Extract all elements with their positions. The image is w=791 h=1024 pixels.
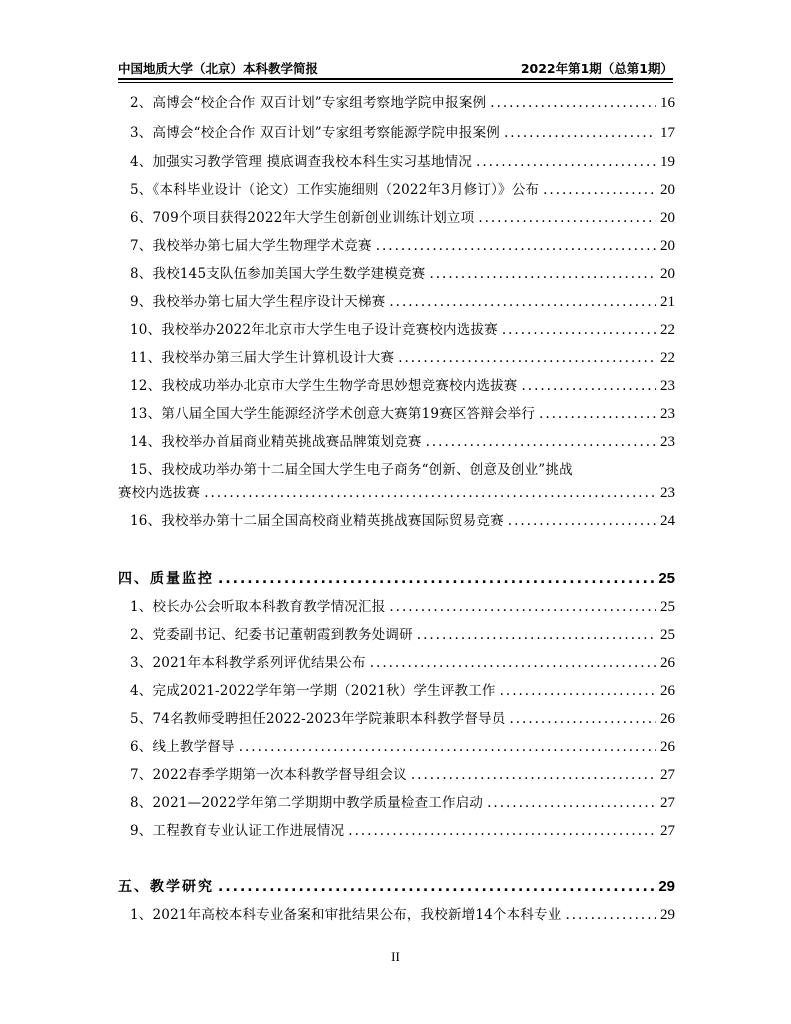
toc-entry[interactable] — [118, 321, 675, 339]
dot-leader — [478, 209, 656, 227]
section-page: 29 — [658, 878, 675, 895]
dot-leader — [376, 237, 656, 255]
toc-entry-page: 23 — [660, 378, 675, 394]
toc-entry-page: 26 — [660, 655, 675, 671]
dot-leader — [204, 484, 656, 502]
toc-entry[interactable] — [118, 710, 675, 728]
toc-entry-title: 4、加强实习教学管理 摸底调查我校本科生实习基地情况 — [130, 154, 473, 170]
toc-entry[interactable] — [118, 405, 675, 423]
toc-entry-page: 25 — [660, 599, 675, 615]
header-rule-thin — [118, 82, 673, 83]
toc-entry-page: 20 — [660, 210, 675, 226]
toc-entry-title: 13、第八届全国大学生能源经济学术创意大赛第19赛区答辩会举行 — [130, 406, 536, 422]
toc-entry-title: 2、高博会“校企合作 双百计划”专家组考察地学院申报案例 — [130, 95, 487, 111]
toc-entry-title: 3、2021年本科教学系列评优结果公布 — [130, 655, 366, 671]
dot-leader — [500, 682, 656, 700]
toc-entry-title: 2、党委副书记、纪委书记董朝霞到教务处调研 — [130, 627, 413, 643]
dot-leader — [218, 570, 654, 588]
toc-entry[interactable] — [118, 794, 675, 812]
toc-entry-title: 12、我校成功举办北京市大学生生物学奇思妙想竞赛校内选拔赛 — [130, 378, 518, 394]
toc-entry-title-line2: 赛校内选拔赛 — [118, 485, 201, 501]
dot-leader — [508, 512, 656, 530]
dot-leader — [504, 124, 656, 142]
dot-leader — [539, 405, 656, 423]
toc-entry-page: 20 — [660, 182, 675, 198]
dot-leader — [509, 710, 656, 728]
toc-entry-page: 23 — [660, 485, 675, 501]
toc-entry-page: 27 — [660, 823, 675, 839]
dot-leader — [389, 293, 656, 311]
toc-entry-title: 1、校长办公会听取本科教育教学情况汇报 — [130, 599, 386, 615]
toc-entry[interactable] — [118, 598, 675, 616]
toc-entry[interactable] — [118, 153, 675, 171]
toc-entry-title: 8、2021—2022学年第二学期期中教学质量检查工作启动 — [130, 795, 484, 811]
dot-leader — [565, 906, 656, 924]
toc-entry-title: 11、我校举办第三届大学生计算机设计大赛 — [130, 350, 395, 366]
toc-entry-page: 23 — [660, 406, 675, 422]
section-page: 25 — [658, 570, 675, 587]
toc-entry-title: 10、我校举办2022年北京市大学生电子设计竞赛校内选拔赛 — [130, 322, 498, 338]
toc-entry[interactable] — [118, 682, 675, 700]
dot-leader — [348, 822, 656, 840]
toc-entry-title: 4、完成2021-2022学年第一学期（2021秋）学生评教工作 — [130, 683, 496, 699]
toc-entry-page: 16 — [660, 95, 675, 111]
dot-leader — [543, 181, 656, 199]
toc-entry-title: 14、我校举办首届商业精英挑战赛品牌策划竞赛 — [130, 434, 422, 450]
toc-entry[interactable] — [118, 265, 675, 283]
toc-entry-page: 22 — [660, 350, 675, 366]
toc-entry-title: 7、2022春季学期第一次本科教学督导组会议 — [130, 767, 407, 783]
dot-leader — [521, 377, 656, 395]
toc-entry-page: 17 — [660, 125, 675, 141]
dot-leader — [487, 794, 656, 812]
toc-entry-title: 9、我校举办第七届大学生程序设计天梯赛 — [130, 294, 386, 310]
toc-entry-title: 5、74名教师受聘担任2022-2023年学院兼职本科教学督导员 — [130, 711, 506, 727]
toc-entry[interactable] — [118, 484, 675, 502]
toc-entry[interactable] — [118, 766, 675, 784]
toc-entry-title-line1[interactable]: 15、我校成功举办第十二届全国大学生电子商务“创新、创意及创业”挑战 — [130, 462, 573, 478]
page-header — [118, 55, 673, 77]
toc-entry[interactable] — [118, 512, 675, 530]
dot-leader — [370, 654, 656, 672]
toc-entry[interactable] — [118, 654, 675, 672]
toc-entry-title: 9、工程教育专业认证工作进展情况 — [130, 823, 345, 839]
dot-leader — [426, 433, 656, 451]
toc-entry-page: 23 — [660, 434, 675, 450]
dot-leader — [476, 153, 656, 171]
dot-leader — [502, 321, 656, 339]
toc-section-teaching-research[interactable] — [118, 878, 675, 896]
toc-entry[interactable] — [118, 181, 675, 199]
section-title: 五、教学研究 — [118, 879, 214, 895]
page-number: II — [391, 949, 400, 964]
toc-entry[interactable] — [118, 433, 675, 451]
header-title: 中国地质大学（北京）本科教学简报 — [118, 61, 319, 76]
toc-entry-page: 22 — [660, 322, 675, 338]
toc-entry-page: 19 — [660, 154, 675, 170]
toc-entry[interactable] — [118, 209, 675, 227]
toc-entry-page: 25 — [660, 627, 675, 643]
toc-entry[interactable] — [118, 349, 675, 367]
toc-entry-title: 6、709个项目获得2022年大学生创新创业训练计划立项 — [130, 210, 475, 226]
toc-entry[interactable] — [118, 237, 675, 255]
toc-entry-page: 27 — [660, 767, 675, 783]
toc-entry[interactable] — [118, 822, 675, 840]
dot-leader — [490, 94, 656, 112]
toc-entry-page: 27 — [660, 795, 675, 811]
dot-leader — [389, 598, 656, 616]
toc-entry-page: 24 — [660, 513, 675, 529]
dot-leader — [218, 878, 654, 896]
toc-entry[interactable] — [118, 377, 675, 395]
toc-entry-title: 5、《本科毕业设计（论文）工作实施细则（2022年3月修订）》公布 — [130, 182, 540, 198]
header-issue: 2022年第1期（总第1期） — [520, 61, 673, 76]
toc-entry[interactable] — [118, 626, 675, 644]
toc-section-quality-monitoring[interactable] — [118, 570, 675, 588]
toc-entry[interactable] — [118, 124, 675, 142]
toc-entry-title: 1、2021年高校本科专业备案和审批结果公布，我校新增14个本科专业 — [130, 907, 562, 923]
toc-entry-title: 6、线上教学督导 — [130, 739, 235, 755]
toc-entry-page: 29 — [660, 907, 675, 923]
section-title: 四、质量监控 — [118, 571, 214, 587]
toc-entry-page: 26 — [660, 711, 675, 727]
toc-entry-title: 3、高博会“校企合作 双百计划”专家组考察能源学院申报案例 — [130, 125, 500, 141]
toc-entry-title: 7、我校举办第七届大学生物理学术竞赛 — [130, 238, 372, 254]
toc-entry-page: 21 — [660, 294, 675, 310]
toc-entry-page: 20 — [660, 238, 675, 254]
toc-entry-page: 26 — [660, 739, 675, 755]
dot-leader — [411, 766, 656, 784]
toc-entry[interactable] — [118, 94, 675, 112]
dot-leader — [398, 349, 656, 367]
dot-leader — [429, 265, 656, 283]
toc-entry[interactable] — [118, 906, 675, 924]
toc-entry-title: 8、我校145支队伍参加美国大学生数学建模竞赛 — [130, 266, 426, 282]
dot-leader — [417, 626, 656, 644]
toc-entry-page: 26 — [660, 683, 675, 699]
toc-entry-page: 20 — [660, 266, 675, 282]
toc-entry[interactable] — [118, 293, 675, 311]
toc-entry-title: 16、我校举办第十二届全国高校商业精英挑战赛国际贸易竞赛 — [130, 513, 504, 529]
dot-leader — [239, 738, 656, 756]
toc-entry[interactable] — [118, 738, 675, 756]
header-rule-thick — [118, 78, 673, 80]
